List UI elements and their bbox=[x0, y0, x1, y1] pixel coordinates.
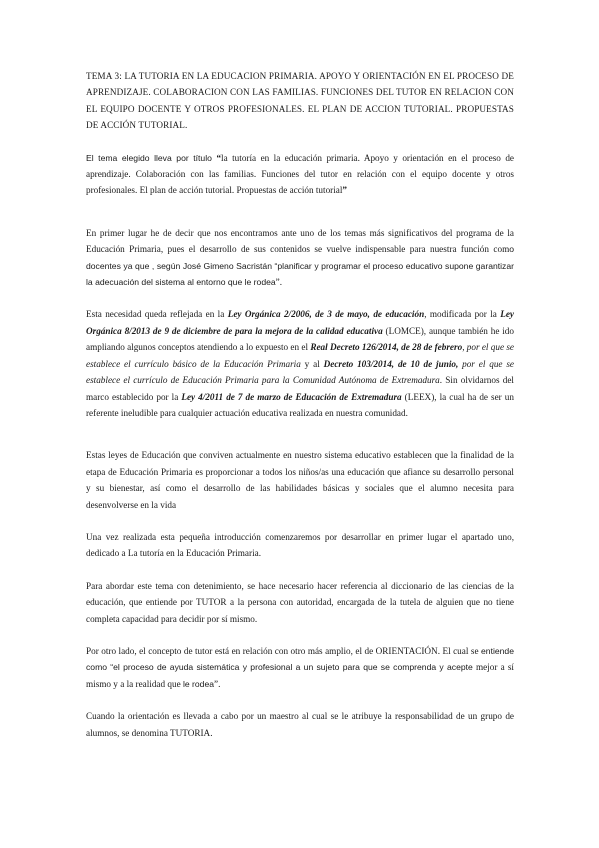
topic-intro: El tema elegido lleva por título bbox=[86, 152, 217, 163]
close-quote: ” bbox=[342, 185, 347, 196]
leg-text-5: . Sin olvidarnos del marco establecido por la bbox=[86, 375, 514, 402]
leg-text-4: y al bbox=[300, 358, 324, 369]
leg-text-3: (LOMCE), aunque también he ido ampliando algunos conceptos atendiendo a lo expuesto en el bbox=[86, 325, 514, 353]
orientation-text-2: mejor a sí mismo y a la realidad que bbox=[86, 662, 514, 689]
paragraph-transition: Una vez realizada esta pequeña introducción comenzaremos por desarrollar en primer lugar el apartado uno, dedicado a La tutoría en la Educación Primaria. bbox=[86, 531, 514, 559]
leg-text-2: , modificada por la bbox=[424, 309, 501, 320]
orientation-quote-end: le rodea bbox=[182, 678, 215, 689]
law-rd-126-desc: , por el que se establece el currículo básico de la Educación Primaria bbox=[86, 342, 515, 369]
leg-text-1: Esta necesidad queda reflejada en la bbox=[86, 309, 228, 320]
law-leex: Ley 4/2011 de 7 de marzo de Educación de Extremadura bbox=[181, 391, 402, 402]
law-lomce: Ley Orgánica 8/2013 de 9 de diciembre de para la mejora de la calidad educativa bbox=[86, 309, 514, 336]
paragraph-topic bbox=[86, 150, 514, 199]
intro-text: En primer lugar he de decir que nos encontramos ante uno de los temas más significativos del programa de la Educación Primaria, pues el desarrollo de sus contenidos se vuelve indispensable para nuestra función com bbox=[86, 227, 514, 255]
paragraph-introduction bbox=[86, 225, 514, 291]
law-decreto-103-desc: por el que se establece el currículo de Educación Primaria para la Comunidad Autónoma de Extremadura bbox=[86, 358, 515, 386]
orientation-text: Por otro lado, el concepto de tutor está en relación con otro más amplio, el de ORIENTACIÓN. El cual se bbox=[86, 645, 482, 656]
intro-end: ”. bbox=[275, 277, 283, 288]
open-quote: “ bbox=[216, 152, 222, 163]
paragraph-laws-purpose: Estas leyes de Educación que conviven actualmente en nuestro sistema educativo establecen que la finalidad de la etapa de Educación Primaria es proporcionar a todos los niños/as una educación que afiance su desarrollo personal y su bienestar, así como el desarrollo de las habilidades básicas y sociales que el alumno necesita para desenvolverse en la vida bbox=[86, 450, 514, 510]
paragraph-tutor-definition: Para abordar este tema con detenimiento, se hace necesario hacer referencia al diccionario de las ciencias de la educación, que entiende por TUTOR a la persona con autoridad, encargada de la tutela de alguien que no tiene completa capacidad para decidir por sí mismo. bbox=[86, 580, 514, 624]
paragraph-tutoria: Cuando la orientación es llevada a cabo por un maestro al cual se le atribuye la responsabilidad de un grupo de alumnos, se denomina TUTORIA. bbox=[86, 711, 514, 738]
orientation-quote: entiende como “el proceso de ayuda sistemática y profesional a un sujeto para que se comprenda y acepte bbox=[86, 645, 514, 673]
law-loe: Ley Orgánica 2/2006, de 3 de mayo, de educación bbox=[227, 309, 425, 320]
paragraph-legislation bbox=[86, 306, 514, 421]
orientation-close: ”. bbox=[214, 678, 221, 689]
leg-text-6: (LEEX), la cual ha de ser un referente ineludible para cualquier actuación educativa realizada en nuestra comunidad. bbox=[86, 391, 514, 418]
law-decreto-103: Decreto 103/2014, de 10 de junio, bbox=[323, 358, 459, 369]
document-title: TEMA 3: LA TUTORIA EN LA EDUCACION PRIMARIA. APOYO Y ORIENTACIÓN EN EL PROCESO DE APRENDIZAJE. COLABORACION CON LAS FAMILIAS. FUNCIONES DEL TUTOR EN RELACION CON EL EQUIPO DOCENTE Y OTROS PROFESIONALES. EL PLAN DE ACCION TUTORIAL. PROPUESTAS DE ACCIÓN TUTORIAL. bbox=[86, 71, 514, 131]
gimeno-quote: o docentes ya que , según José Gimeno Sacristán “planificar y programar el proceso educativo supone garantizar la adecuación del sistema al entorno que le rodea bbox=[86, 244, 514, 288]
topic-quote: la tutoría en la educación primaria. Apoyo y orientación en el proceso de aprendizaje. Colaboración con las familias. Funciones del tutor en relación con el equipo docente y otros profesionales. El plan de acción tutorial. Propuestas de acción tutorial bbox=[86, 152, 515, 196]
document-body bbox=[86, 68, 514, 757]
paragraph-orientation bbox=[86, 643, 514, 692]
law-rd-126: Real Decreto 126/2014, de 28 de febrero bbox=[310, 342, 463, 353]
